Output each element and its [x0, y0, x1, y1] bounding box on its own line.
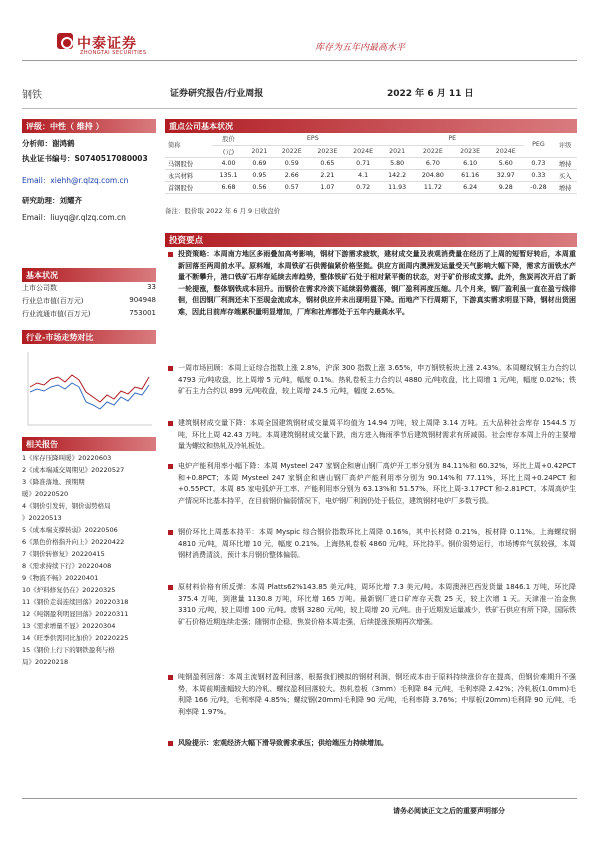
cell-name: 马钢股份	[165, 157, 212, 169]
cell-rating: 买入	[553, 169, 577, 181]
cell-pe: 142.2	[381, 169, 413, 181]
year-cell: 2022E	[413, 145, 452, 157]
bullet-icon	[168, 530, 173, 535]
cell-eps: 0.69	[245, 157, 274, 169]
col-eps: EPS	[245, 133, 381, 145]
cell-pe: 61.16	[452, 169, 488, 181]
cell-eps: 0.59	[274, 157, 310, 169]
related-item[interactable]: 14《旺季供需同比加价》20220225	[22, 634, 129, 642]
cell-pe: 11.72	[413, 181, 452, 193]
year-cell: 2021	[245, 145, 274, 157]
cell-pe: 6.24	[452, 181, 488, 193]
cell-pe: 5.60	[488, 157, 524, 169]
basic-key: 行业总市值(百万元)	[22, 297, 84, 305]
header-divider-2	[22, 108, 577, 109]
related-title: 相关报告	[22, 437, 156, 451]
paragraph-text: 电炉产能利用率小幅下降：本周 Mysteel 247 家钢企和唐山钢厂高炉开工率分别为 84.11%和 60.32%，环比上周+0.42PCT 和+0.8PCT；本周 Mysteel 247 家钢企和唐山钢厂高炉产能利用率分别为 90.14%和 77.11%，环比上周+0.24PCT 和+0.55PCT。本周 85 家电弧炉开工率、产能利用率分别为 63.13%和 51.57%，环比上周-3.17PCT 和-2.81PCT。本周高炉生产情况环比基本持平，在目前钢价偏弱情况下，电炉钢厂利润仍处于低位，建筑钢材电炉厂多数亏损。	[178, 462, 576, 505]
related-item[interactable]: 12《吨钢盈利明显回落》20220311	[22, 610, 129, 618]
basic-key: 上市公司数	[22, 284, 57, 292]
related-item[interactable]: 局》20220218	[22, 658, 69, 666]
cell-eps: 0.71	[345, 157, 381, 169]
paragraph-materials	[168, 582, 576, 628]
cell-pe: 32.97	[488, 169, 524, 181]
basic-value: 904948	[129, 296, 156, 304]
year-cell: 2022E	[274, 145, 310, 157]
header-divider	[22, 60, 577, 61]
related-item[interactable]: 6《黑色价格指升向上》20220422	[22, 538, 125, 546]
related-item[interactable]: 》20220513	[22, 514, 62, 522]
col-rating: 评级	[553, 133, 577, 157]
bullet-icon	[168, 252, 173, 257]
bullet-icon	[168, 675, 173, 680]
invest-title: 投资要点	[165, 233, 577, 247]
cell-pe: 9.28	[488, 181, 524, 193]
series-line-2	[30, 383, 149, 409]
report-type: 证券研究报告/行业周报	[170, 89, 264, 99]
cell-rating: 增持	[553, 181, 577, 193]
cell-pe: 204.80	[413, 169, 452, 181]
cell-peg: -0.28	[524, 181, 554, 193]
basic-row	[22, 309, 156, 319]
footer-disclaimer: 请务必阅读正文之后的重要声明部分	[393, 807, 505, 815]
trend-chart	[22, 347, 156, 432]
bullet-icon	[168, 366, 173, 371]
basic-status-title: 基本状况	[22, 268, 156, 282]
cell-price: 6.68	[212, 181, 244, 193]
table-header-row	[165, 133, 577, 145]
cell-price: 4.00	[212, 157, 244, 169]
bullet-icon	[168, 464, 173, 469]
email-link-2[interactable]: Email：liuyq@r.qlzq.com.cn	[22, 213, 126, 222]
year-cell: 2021	[381, 145, 413, 157]
related-item[interactable]: 15《钢价上行下的钢铁盈利与格	[22, 646, 115, 654]
cert-number: 执业证书编号：S0740517080003	[22, 154, 148, 163]
cell-pe: 6.70	[413, 157, 452, 169]
paragraph-text: 原材料价格有所反弹：本周 Platts62%143.85 美元/吨，周环比增 7.3 美元/吨。本周澳洲巴西发货量 1846.1 万吨，环比降 375.4 万吨，到港量 1130.8 万吨，环比增 165 万吨。最新钢厂进口矿库存天数 25 天，较上次增 1 天。天津准一冶金焦 3310 元/吨，较上周增 100 元/吨。废钢 3280 元/吨，较上周增 20 元/吨。由于近期发运量减少，铁矿石供应有所下降，国际铁矿石价格近期连续走强；随钢市企稳，焦炭价格本周走强，后续提涨预期再次增强。	[178, 583, 576, 626]
cell-eps: 2.21	[310, 169, 346, 181]
sector-label: 钢铁	[22, 90, 42, 101]
table-year-row	[165, 145, 577, 157]
paragraph-strategy	[168, 249, 576, 318]
email-link-1[interactable]: Email：xiehh@r.qlzq.com.cn	[22, 176, 129, 185]
table-row	[165, 181, 577, 193]
assistant: 研究助理：刘耀齐	[22, 196, 82, 205]
related-item[interactable]: 8《需求持续下行》20220408	[22, 562, 112, 570]
related-item[interactable]: 5《成本端支撑转弱》20220506	[22, 526, 118, 534]
related-item[interactable]: 9《物流不畅》20220401	[22, 574, 99, 582]
company-table	[165, 133, 577, 194]
paragraph-text: 投资策略：本周南方地区多雨叠加高考影响，钢材下游需求疲软，建材成交量及表观消费量在经历了上周的短暂好转后，本周重新回落至两周前水平。原料端，本周铁矿石供需偏紧价格坚挺。供应方面周内澳洲发运量受天气影响大幅下降，需求方面铁水产量不断攀升，港口铁矿石库存延续去库趋势，整体铁矿石处于相对紧平衡的状态，对于矿价形成支撑。此外，焦炭再次开启了新一轮提涨，整体钢铁成本回升。而钢价在需求冷淡下延续弱势震荡，钢厂盈利再度压缩。几个月来，钢厂盈利虽一直在盈亏线徘徊，但因钢厂利润还未下至现金流成本，钢材供应并未出现明显下降。而地产下行周期下，下游真实需求明显下降，钢材出货困难，因此目前库存端累积量明显增加，厂库和社库都处于五年内最高水平。	[178, 250, 576, 316]
basic-row	[22, 296, 156, 306]
table-note: 备注：股价取 2022 年 6 月 9 日收盘价	[165, 207, 281, 215]
basic-value: 753001	[129, 309, 156, 317]
cell-eps: 0.57	[274, 181, 310, 193]
bullet-icon	[168, 741, 173, 746]
cell-rating: 增持	[553, 157, 577, 169]
cell-eps: 0.95	[245, 169, 274, 181]
cell-pe: 11.93	[381, 181, 413, 193]
paragraph-trading	[168, 418, 576, 453]
footer-divider	[22, 798, 577, 799]
bullet-icon	[168, 585, 173, 590]
related-item[interactable]: 1《库存压降叫暖》20220603	[22, 454, 112, 462]
related-item[interactable]: 4《钢价引发转，钢价弱势格局	[22, 502, 111, 510]
related-item[interactable]: 13《需求增量不显》20220304	[22, 622, 116, 630]
company-logo-icon	[57, 33, 73, 49]
logo-cn: 中泰证券	[77, 36, 137, 52]
trend-title: 行业-市场走势对比	[22, 330, 156, 344]
cell-name: 首钢股份	[165, 181, 212, 193]
year-cell: 2023E	[452, 145, 488, 157]
cell-peg: 0.73	[524, 157, 554, 169]
cell-eps: 1.07	[310, 181, 346, 193]
col-pe: PE	[381, 133, 524, 145]
cell-pe: 5.80	[381, 157, 413, 169]
cell-eps: 4.1	[345, 169, 381, 181]
col-price: 股价	[212, 133, 244, 145]
company-table-title: 重点公司基本状况	[165, 119, 577, 133]
cell-price: 135.1	[212, 169, 244, 181]
basic-key: 行业流通市值(百万元)	[22, 310, 91, 318]
paragraph-market	[168, 363, 576, 398]
related-item[interactable]: 7《钢价转修复》20220415	[22, 550, 105, 558]
year-cell: 2024E	[345, 145, 381, 157]
cell-pe: 6.10	[452, 157, 488, 169]
basic-value: 33	[147, 283, 156, 291]
rating-banner: 评级：中性（ 维持 ）	[22, 119, 156, 133]
paragraph-text: 吨钢盈利回落：本周主流钢材盈利回落，根据我们模拟的钢材利润，钢坯成本由于原料持续涨价存在提高，但钢价难期升不强势，本周前期涨幅较大的冷轧、螺纹盈利回落较大。热轧卷板（3mm）毛利降 84 元/吨，毛利率降 2.42%；冷轧板(1.0mm)毛利降 166 元/吨，毛利率降 4.85%；螺纹钢(20mm)毛利降 90 元/吨，毛利率降 3.76%；中厚板(20mm)毛利降 90 元/吨，毛利率降 1.97%。	[178, 673, 576, 716]
cell-name: 永兴材料	[165, 169, 212, 181]
basic-row	[22, 283, 156, 293]
paragraph-text: 风险提示：宏观经济大幅下滑导致需求承压；供给端压力持续增加。	[178, 739, 388, 747]
analyst: 分析师：谢鸿鹤	[22, 139, 75, 148]
col-peg: PEG	[524, 133, 554, 157]
report-title: 库存为五年内最高水平	[315, 43, 406, 53]
bullet-icon	[168, 421, 173, 426]
logo-en: ZHONGTAI SECURITIES	[80, 50, 147, 56]
paragraph-text: 建筑钢材成交量下降：本周全国建筑钢材成交量周平均值为 14.94 万吨，较上周降 3.14 万吨。五大品种社会库存 1544.5 万吨，环比上周 42.43 万吨。本周建筑钢材成交量下跌，南方进入梅雨季节后建筑钢材需求有所减弱。社会库存本周上升的主要增量为螺纹和热轧及冷轧板处。	[178, 419, 576, 450]
cell-eps: 0.56	[245, 181, 274, 193]
col-name: 简称	[165, 133, 212, 157]
table-row	[165, 157, 577, 169]
cell-eps: 0.65	[310, 157, 346, 169]
related-item[interactable]: 2《成本端减交周期见》20220527	[22, 466, 125, 474]
report-date: 2022 年 6 月 11 日	[387, 89, 474, 99]
table-row	[165, 169, 577, 181]
related-item[interactable]: 暖》20220520	[22, 490, 69, 498]
paragraph-risk	[168, 738, 576, 750]
cell-eps: 2.66	[274, 169, 310, 181]
cell-eps: 0.72	[345, 181, 381, 193]
paragraph-price	[168, 527, 576, 562]
paragraph-text: 钢价环比上周基本持平：本周 Myspic 综合钢价指数环比上周降 0.16%，其中长材降 0.21%，板材降 0.11%。上海螺纹钢 4810 元/吨，周环比增 10 元，幅度 0.21%。上海热轧卷板 4860 元/吨，环比持平。钢价弱势运行，市场博弈气氛较强，本周钢材消费清淡，预计本月钢价整体偏弱。	[178, 528, 576, 559]
related-item[interactable]: 10《炉料修复仍在》20220325	[22, 586, 116, 594]
paragraph-capacity	[168, 461, 576, 507]
related-item[interactable]: 11《钢价走弱连续回落》20220318	[22, 598, 129, 606]
year-cell: 2024E	[488, 145, 524, 157]
paragraph-text: 一周市场回顾：本周上证综合指数上涨 2.8%，沪深 300 指数上涨 3.65%，申万钢铁板块上涨 2.43%。本周螺纹钢主力合约以 4793 元/吨收盘，比上周增 5 元/吨，幅度 0.1%。热轧卷板主力合约以 4880 元/吨收盘，比上周增 1 元/吨，幅度 0.02%；铁矿石主力合约以 899 元/吨收盘，较上周增 24.5 元/吨，幅度 2.65%。	[178, 364, 576, 395]
paragraph-profit	[168, 672, 576, 718]
related-item[interactable]: 3《降准落地、预期期	[22, 478, 85, 486]
cell-peg: 0.33	[524, 169, 554, 181]
year-cell: 2023E	[310, 145, 346, 157]
price-unit: (元)	[212, 145, 244, 157]
